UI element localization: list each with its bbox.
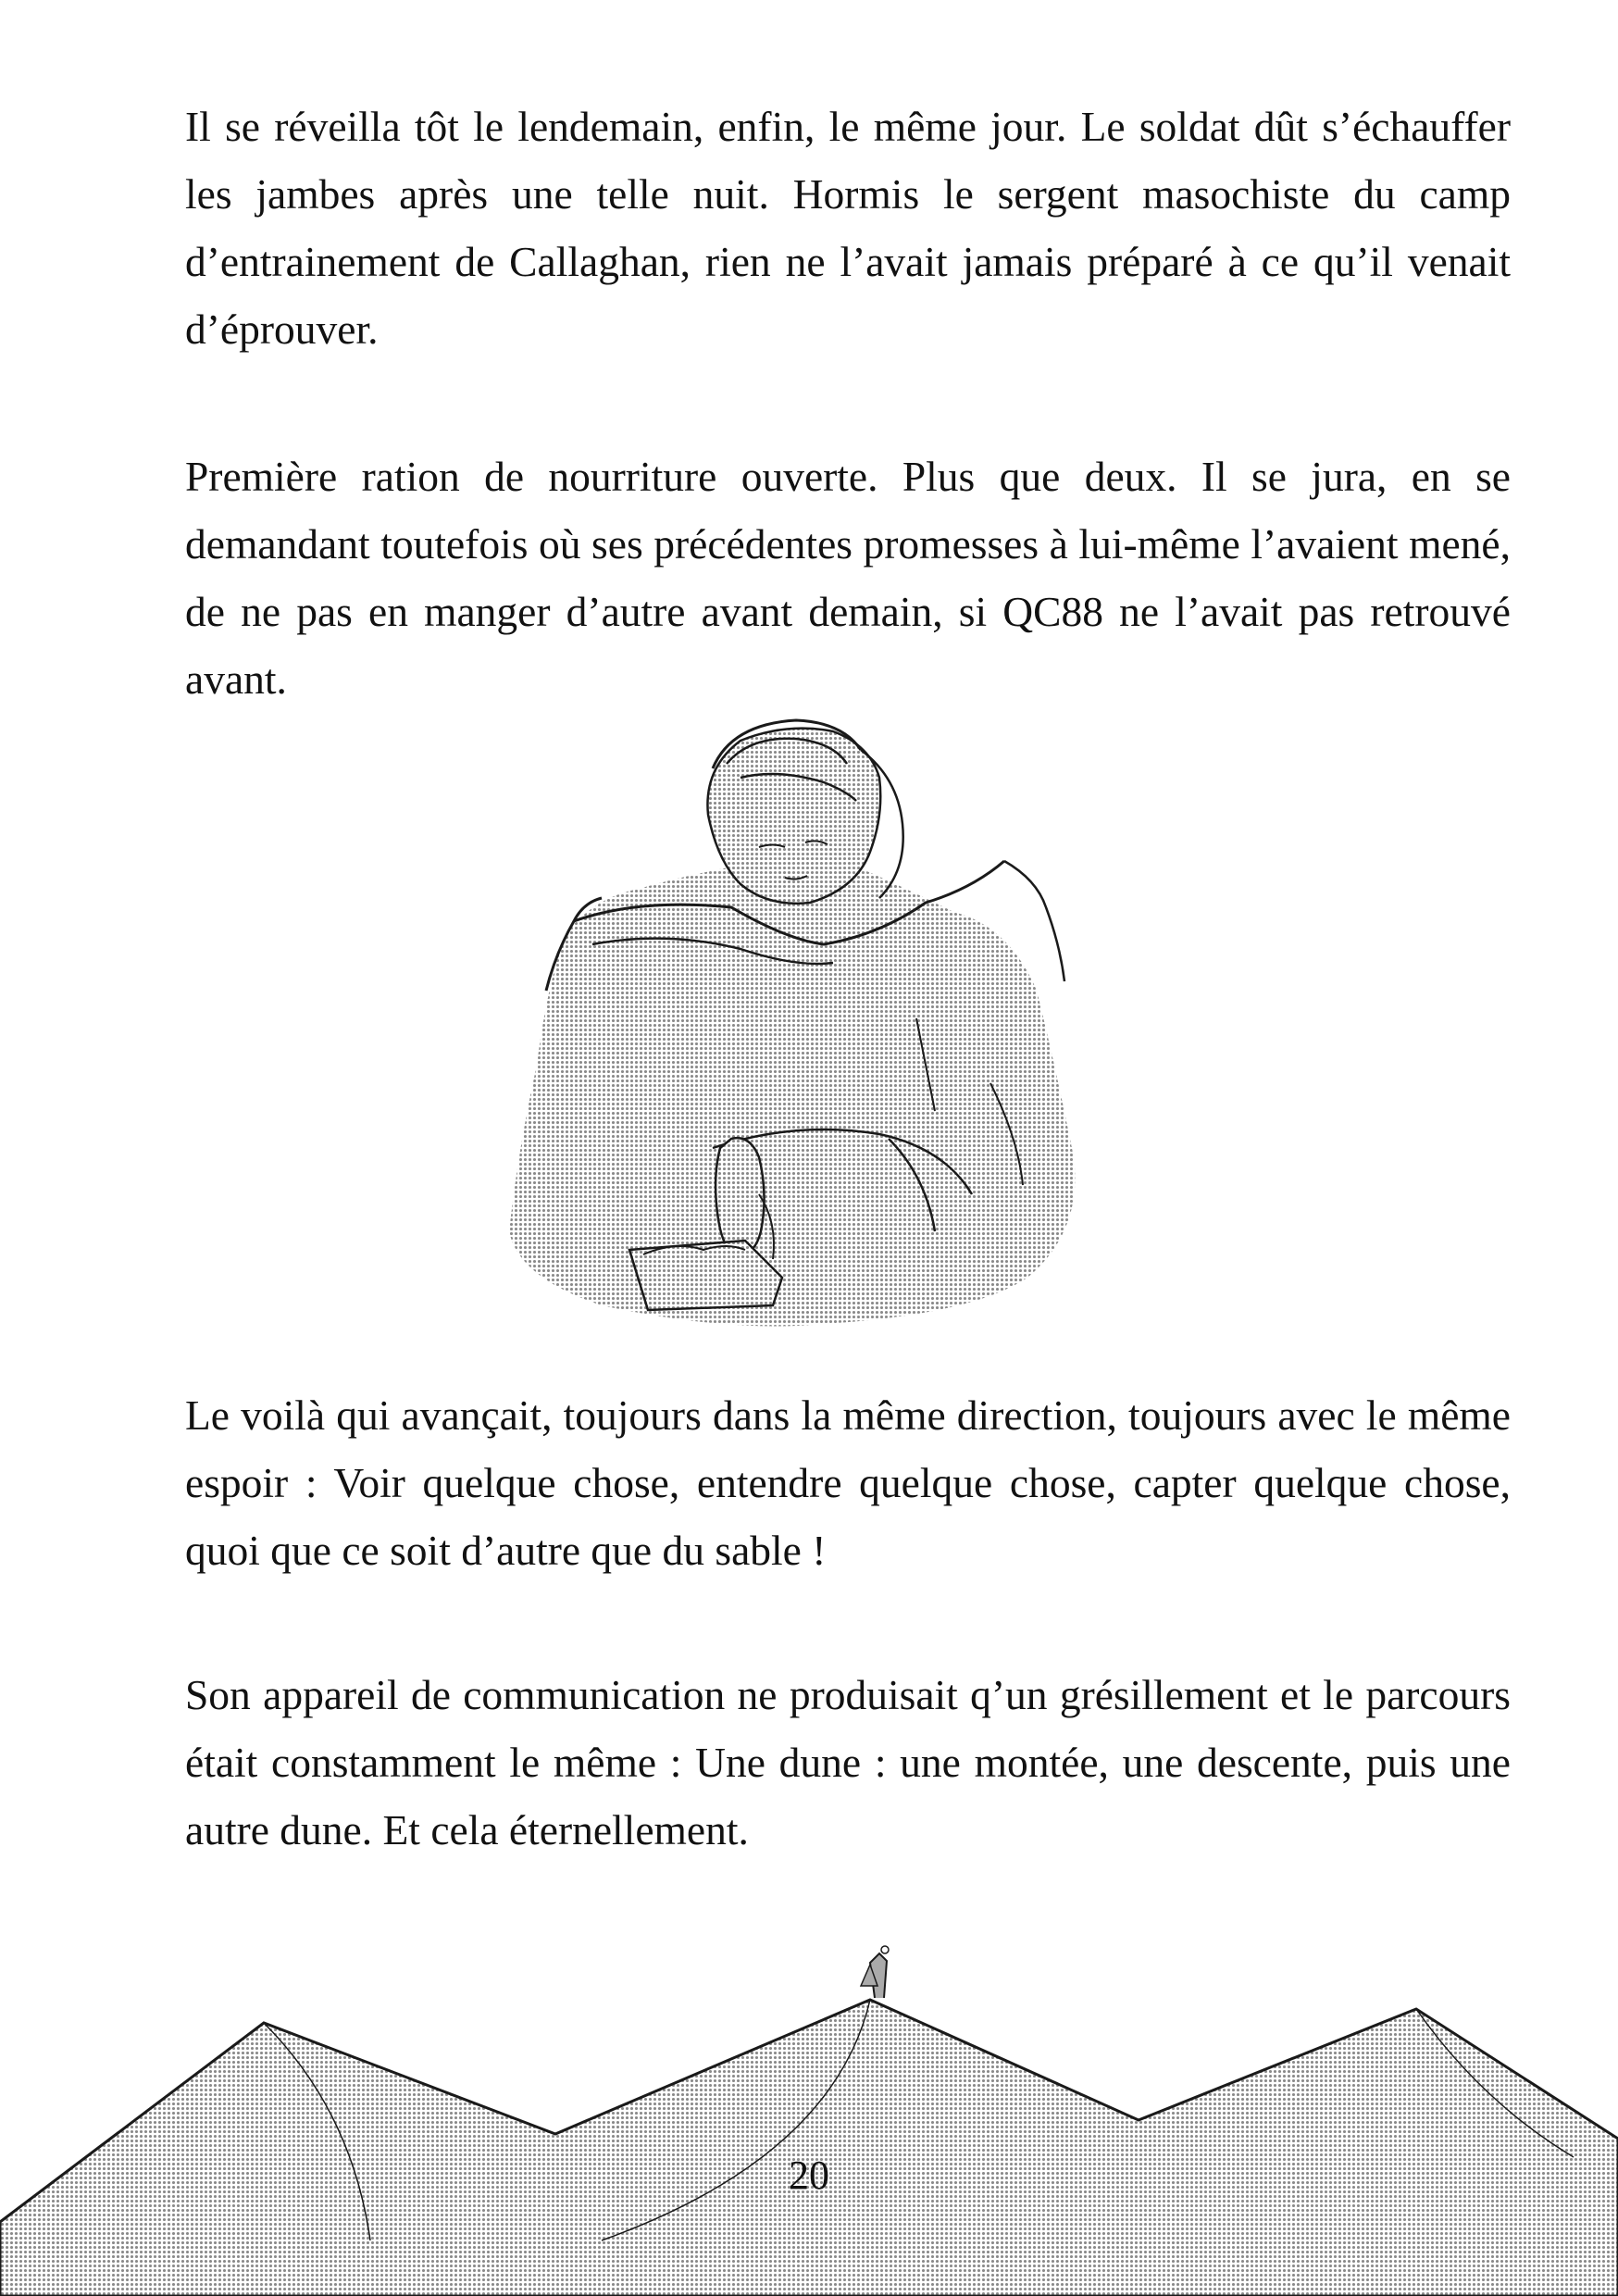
cloak-shape [509,861,1075,1327]
paragraph-4: Son appareil de communication ne produisait q’un grésillement et le parcours était constamment le même : Une dune : une montée, une descente, puis une autre dune. Et cela éternellement. [185,1671,1511,1853]
hooded-soldier-with-food-ration-icon [491,713,1157,1342]
page-number: 20 [789,2152,829,2198]
paragraph-3: Le voilà qui avançait, toujours dans la même direction, toujours avec le même espoir : Voir quelque chose, entendre quelque chose, capter quelque chose, quoi que ce soit d’autre que du sable ! [185,1391,1511,1574]
wanderer-icon [861,1946,889,1998]
hood-shape [707,729,880,904]
paragraph-1: Il se réveilla tôt le lendemain, enfin, le même jour. Le soldat dût s’échauffer les jambes après une telle nuit. Hormis le sergent masochiste du camp d’entrainement de Callaghan, rien ne l’avait jamais préparé à ce qu’il venait d’éprouver. [185,103,1511,353]
sand-dunes-with-wanderer-icon [0,1935,1618,2296]
paragraph-2: Première ration de nourriture ouverte. Plus que deux. Il se jura, en se demandant toutefois où ses précédentes promesses à lui-même l’avaient mené, de ne pas en manger d’autre avant demain, si QC88 ne l’avait pas retrouvé avant. [185,453,1511,703]
